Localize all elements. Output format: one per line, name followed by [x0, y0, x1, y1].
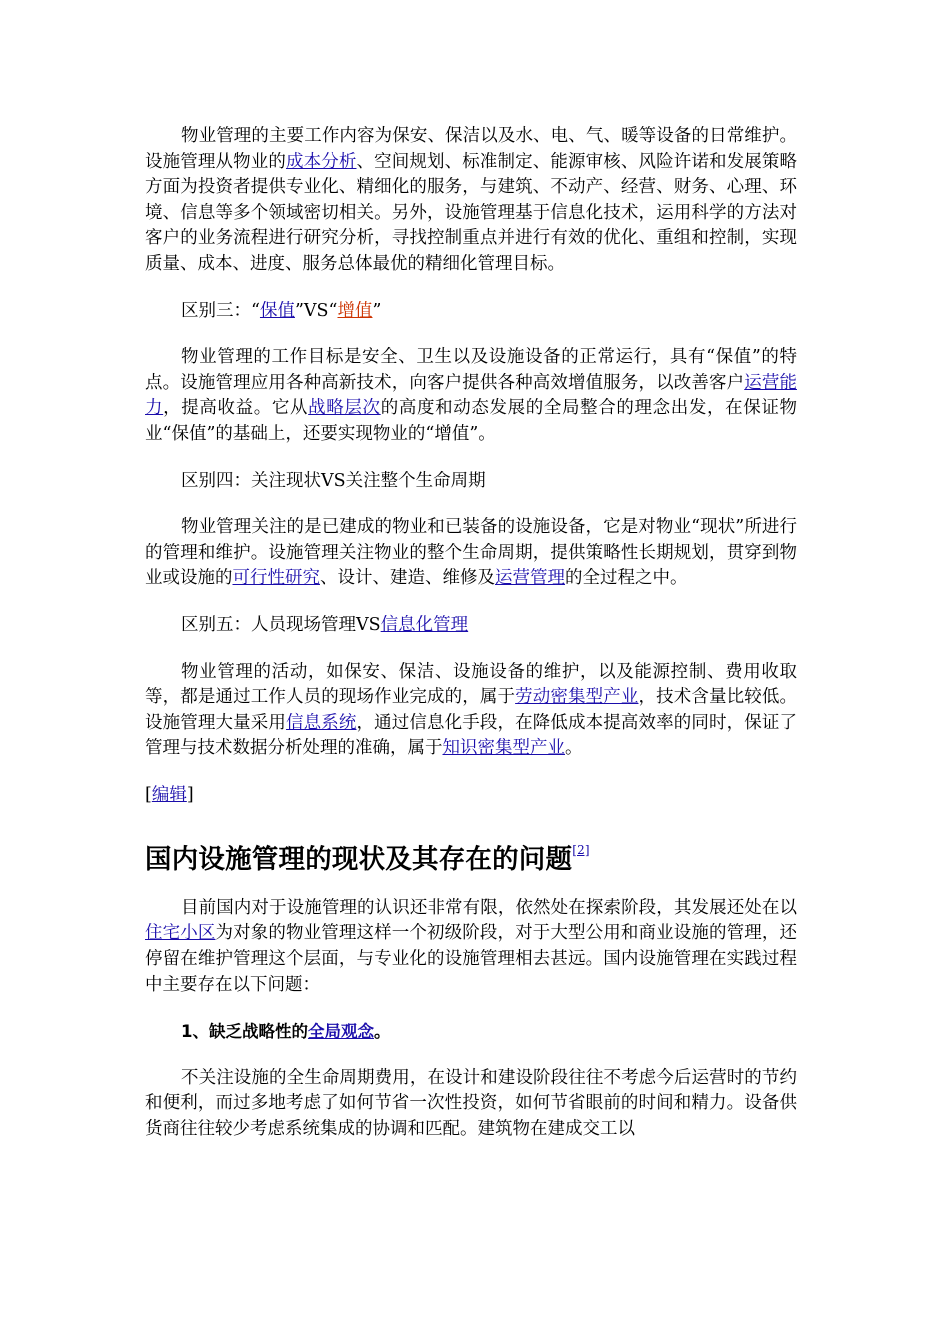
text: 、空间规划、标准制定、能源审核、风险许诺和发展策略方面为投资者提供专业化、精细化的服务，与建筑、不动产、经营、财务、心理、环境、信息等多个领域密切相关。另外，设施管理基于信息化技术，运用科学的方法对客户的业务流程进行研究分析，寻找控制重点并进行有效的优化、重组和控制，实现质量、成本、进度、服务总体最优的精细化管理目标。	[145, 151, 797, 274]
link-add-value[interactable]: 增值	[337, 300, 373, 321]
link-knowledge-intensive[interactable]: 知识密集型产业	[442, 738, 565, 759]
text: 物业管理的主要工作内容为保安、保洁以及水、电、气、暖等设备的日常维护。设施管理从物业的	[145, 126, 797, 172]
article-body	[145, 124, 797, 1143]
bracket-open: [	[145, 784, 152, 805]
section-difference-four: 区别四：关注现状VS关注整个生命周期	[181, 470, 486, 491]
text: 、设计、建造、维修及	[320, 568, 495, 589]
paragraph-work-goal	[145, 345, 797, 447]
text: 区别三：“	[181, 300, 260, 321]
text: 。	[565, 738, 583, 759]
paragraph-activities	[145, 660, 797, 762]
link-operating-capability[interactable]: 运营能力	[145, 372, 797, 419]
text: 物业管理的工作目标是安全、卫生以及设施设备的正常运行，具有“保值”的特点。设施管理应用各种高新技术，向客户提供各种高效增值服务，以改善客户	[145, 347, 797, 393]
edit-section	[145, 783, 797, 808]
bracket-close: ]	[186, 784, 194, 805]
link-global-concept[interactable]: 全局观念	[307, 1022, 374, 1042]
link-labor-intensive[interactable]: 劳动密集型产业	[515, 687, 639, 708]
paragraph-current-status	[145, 896, 797, 998]
text: 物业管理的活动，如保安、保洁、设施设备的维护，以及能源控制、费用收取等，都是通过工作人员的现场作业完成的，属于	[145, 661, 797, 708]
paragraph-lifecycle-cost: 不关注设施的全生命周期费用，在设计和建设阶段往往不考虑今后运营时的节约和便利，而过多地考虑了如何节省一次性投资，如何节省眼前的时间和精力。设备供货商往往较少考虑系统集成的协调和匹配。建筑物在建成交工以	[145, 1067, 797, 1140]
text: ，通过信息化手段，在降低成本提高效率的同时，保证了管理与技术数据分析处理的准确，属于	[145, 712, 797, 759]
text: 。	[373, 1022, 391, 1042]
link-residential-community[interactable]: 住宅小区	[145, 923, 216, 944]
text: ，技术含量比较低。设施管理大量采用	[145, 687, 797, 733]
text: ，提高收益。它从	[163, 398, 309, 419]
text: 目前国内对于设施管理的认识还非常有限，依然处在探索阶段，其发展还处在以	[181, 897, 797, 918]
link-cost-analysis[interactable]: 成本分析	[286, 151, 357, 172]
text: 1、缺乏战略性的	[181, 1022, 308, 1042]
link-preserve-value[interactable]: 保值	[259, 300, 295, 321]
text: 为对象的物业管理这样一个初级阶段，对于大型公用和商业设施的管理，还停留在维护管理这个层面，与专业化的设施管理相去甚远。国内设施管理在实践过程中主要存在以下问题：	[145, 923, 797, 995]
link-feasibility-study[interactable]: 可行性研究	[232, 568, 320, 589]
section-difference-three	[145, 299, 797, 325]
paragraph-lifecycle	[145, 515, 797, 592]
link-information-system[interactable]: 信息系统	[286, 712, 357, 733]
reference-link[interactable]: [2]	[572, 842, 590, 857]
heading-text: 国内设施管理的现状及其存在的问题	[145, 843, 573, 875]
link-information-management[interactable]: 信息化管理	[380, 614, 469, 635]
section-heading	[145, 831, 797, 879]
section-difference-five	[145, 613, 797, 639]
edit-link[interactable]: 编辑	[151, 784, 187, 805]
text: 物业管理关注的是已建成的物业和已装备的设施设备，它是对物业“现状”所进行的管理和维护。设施管理关注物业的整个生命周期，提供策略性长期规划，贯穿到物业或设施的	[145, 517, 797, 589]
link-operations-management[interactable]: 运营管理	[495, 568, 565, 589]
link-strategic-level[interactable]: 战略层次	[308, 398, 381, 419]
text: ”VS“	[294, 300, 338, 321]
text: 的全过程之中。	[565, 568, 688, 589]
subheading-strategic	[145, 1019, 797, 1045]
text: ”	[372, 300, 382, 321]
text: 区别五：人员现场管理VS	[181, 614, 381, 635]
paragraph-work-content	[145, 124, 797, 278]
text: 的高度和动态发展的全局整合的理念出发，在保证物业“保值”的基础上，还要实现物业的“增值”。	[145, 398, 798, 444]
